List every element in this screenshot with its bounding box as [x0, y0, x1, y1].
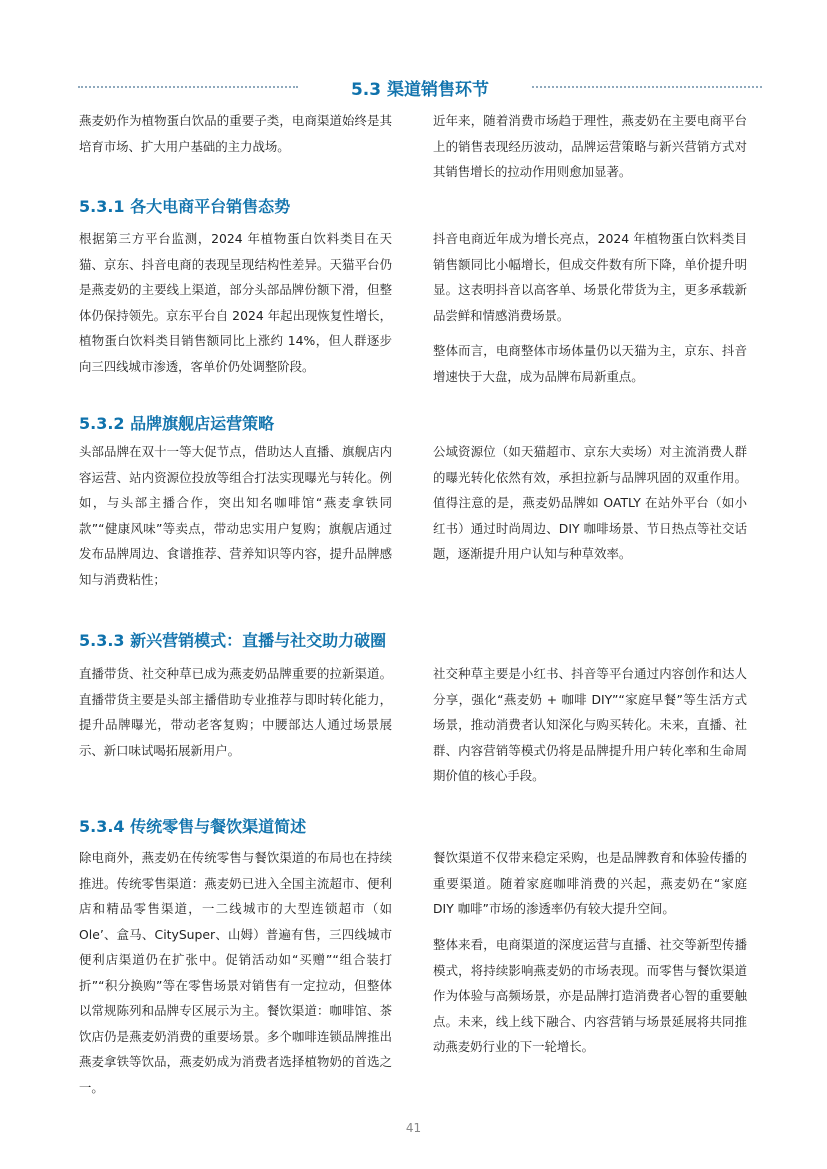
- section-title: 5.3 渠道销售环节: [350, 80, 490, 100]
- section-header: [78, 72, 762, 102]
- s532-right-paragraph: 公域资源位（如天猫超市、京东大卖场）对主流消费人群的曝光转化依然有效，承担拉新与品牌巩固的双重作用。值得注意的是，燕麦奶品牌如 OATLY 在站外平台（如小红书）通过时尚周边、DIY 咖啡场景、节日热点等社交话题，逐渐提升用户认知与种草效率。: [433, 444, 747, 561]
- s533-right-paragraph: 社交种草主要是小红书、抖音等平台通过内容创作和达人分享，强化“燕麦奶 + 咖啡 DIY”“家庭早餐”等生活方式场景，推动消费者认知深化与购买转化。未来，直播、社群、内容营销等模式仍将是品牌提升用户转化率和生命周期价值的核心手段。: [433, 666, 747, 783]
- heading-5-3-2: 5.3.2 品牌旗舰店运营策略: [79, 414, 275, 433]
- page-number: 41: [405, 1121, 422, 1135]
- s534-right-paragraph-1: 餐饮渠道不仅带来稳定采购，也是品牌教育和体验传播的重要渠道。随着家庭咖啡消费的兴起，燕麦奶在“家庭 DIY 咖啡”市场的渗透率仍有较大提升空间。: [433, 850, 747, 916]
- heading-5-3-1: 5.3.1 各大电商平台销售态势: [79, 197, 291, 216]
- heading-5-3-3: 5.3.3 新兴营销模式：直播与社交助力破圈: [79, 631, 387, 650]
- intro-left-paragraph: 燕麦奶作为植物蛋白饮品的重要子类，电商渠道始终是其培育市场、扩大用户基础的主力战场。: [79, 113, 392, 154]
- s531-right-paragraph-1: 抖音电商近年成为增长亮点，2024 年植物蛋白饮料类目销售额同比小幅增长，但成交件数有所下降，单价提升明显。这表明抖音以高客单、场景化带货为主，更多承载新品尝鲜和情感消费场景。: [433, 231, 747, 323]
- heading-5-3-4: 5.3.4 传统零售与餐饮渠道简述: [79, 817, 307, 836]
- s533-left-paragraph: 直播带货、社交种草已成为燕麦奶品牌重要的拉新渠道。直播带货主要是头部主播借助专业推荐与即时转化能力，提升品牌曝光，带动老客复购；中腰部达人通过场景展示、新口味试喝拓展新用户。: [79, 666, 392, 758]
- s532-left-paragraph: 头部品牌在双十一等大促节点，借助达人直播、旗舰店内容运营、站内资源位投放等组合打法实现曝光与转化。例如，与头部主播合作，突出知名咖啡馆“燕麦拿铁同款”“健康风味”等卖点，带动忠实用户复购；旗舰店通过发布品牌周边、食谱推荐、营养知识等内容，提升品牌感知与消费粘性；: [79, 444, 392, 587]
- s534-left-paragraph: 除电商外，燕麦奶在传统零售与餐饮渠道的布局也在持续推进。传统零售渠道：燕麦奶已进入全国主流超市、便利店和精品零售渠道，一二线城市的大型连锁超市（如 Ole’、盒马、CitySuper、山姆）普遍有售，三四线城市便利店渠道仍在扩张中。促销活动如“买赠”“组合装打折”“积分换购”等在零售场景对销售有一定拉动，但整体以常规陈列和品牌专区展示为主。餐饮渠道：咖啡馆、茶饮店仍是燕麦奶消费的重要场景。多个咖啡连锁品牌推出燕麦拿铁等饮品，燕麦奶成为消费者选择植物奶的首选之一。: [79, 850, 392, 1095]
- s531-right-paragraph-2: 整体而言，电商整体市场体量仍以天猫为主，京东、抖音增速快于大盘，成为品牌布局新重点。: [433, 343, 747, 384]
- dotted-rule-right: [532, 86, 762, 88]
- s534-right-paragraph-2: 整体来看，电商渠道的深度运营与直播、社交等新型传播模式，将持续影响燕麦奶的市场表现。而零售与餐饮渠道作为体验与高频场景，亦是品牌打造消费者心智的重要触点。未来，线上线下融合、内容营销与场景延展将共同推动燕麦奶行业的下一轮增长。: [433, 937, 747, 1054]
- s531-left-paragraph: 根据第三方平台监测，2024 年植物蛋白饮料类目在天猫、京东、抖音电商的表现呈现结构性差异。天猫平台仍是燕麦奶的主要线上渠道，部分头部品牌份额下滑，但整体仍保持领先。京东平台自 2024 年起出现恢复性增长，植物蛋白饮料类目销售额同比上涨约 14%，但人群逐步向三四线城市渗透，客单价仍处调整阶段。: [79, 231, 392, 374]
- intro-right-paragraph: 近年来，随着消费市场趋于理性，燕麦奶在主要电商平台上的销售表现经历波动，品牌运营策略与新兴营销方式对其销售增长的拉动作用则愈加显著。: [433, 113, 747, 179]
